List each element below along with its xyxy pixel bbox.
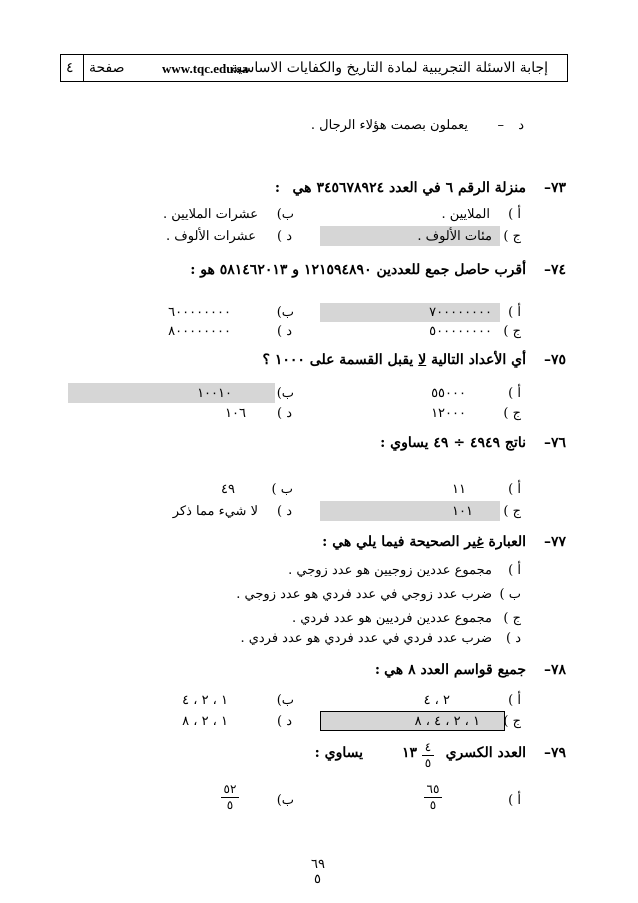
q73-b: عشرات الملايين .: [162, 207, 258, 222]
q75-text-before: أي الأعداد التالية: [431, 352, 526, 368]
q77-text-before: العبارة: [488, 534, 526, 550]
q78-d: ١ ، ٢ ، ٨: [182, 714, 228, 729]
q77-a-label: أ ): [508, 563, 521, 578]
q73-b-label: ب): [276, 207, 294, 222]
q79-a-den: ٥: [424, 797, 442, 812]
q75-c: ١٢٠٠٠: [431, 406, 466, 421]
q75-d: ١٠٦: [225, 406, 246, 421]
q75-c-label: ج ): [503, 406, 521, 421]
q74-c: ٥٠٠٠٠٠٠٠٠: [429, 324, 492, 339]
q75-b-label: ب): [276, 386, 294, 401]
q77-question: [322, 534, 526, 550]
q76-d: لا شيء مما ذكر: [172, 504, 258, 519]
q73-a-label: أ ): [508, 207, 521, 222]
q78-d-label: د ): [277, 714, 292, 729]
q73-d: عشرات الألوف .: [166, 229, 256, 244]
q79-frac-den: ٥: [422, 755, 434, 770]
q76-text: ناتج ٤٩٤٩ ÷ ٤٩ يساوي :: [380, 435, 526, 451]
q75-number: ٧٥–: [543, 352, 566, 368]
q75-underlined: لا: [418, 352, 427, 368]
q78-b-label: ب): [276, 693, 294, 708]
q76-a: ١١: [452, 482, 466, 497]
q77-c-label: ج ): [503, 611, 521, 626]
q79-fraction: [422, 740, 434, 770]
q76-number: ٧٦–: [543, 435, 566, 451]
q74-b: ٦٠٠٠٠٠٠٠٠: [168, 305, 231, 320]
q73-text: منزلة الرقم ٦ في العدد ٣٤٥٦٧٨٩٢٤ هي: [292, 180, 526, 196]
q73-colon: :: [274, 180, 280, 196]
q75-b: ١٠٠١٠: [197, 386, 232, 401]
q73-c: مئات الألوف .: [417, 229, 492, 244]
footer-sub: ٥: [314, 872, 321, 887]
q73-d-label: د ): [277, 229, 292, 244]
q77-number: ٧٧–: [543, 534, 566, 550]
q79-b-fraction: [221, 782, 239, 812]
q78-a-label: أ ): [508, 693, 521, 708]
q79-a-label: أ ): [508, 793, 521, 808]
q77-b-label: ب ): [499, 587, 521, 602]
q73-c-label: ج ): [503, 229, 521, 244]
q76-a-label: أ ): [508, 482, 521, 497]
q76-c-label: ج ): [503, 504, 521, 519]
q76-b: ٤٩: [221, 482, 235, 497]
q77-d-label: د ): [506, 631, 521, 646]
q75-d-label: د ): [277, 406, 292, 421]
q79-text-before: العدد الكسري: [445, 745, 526, 761]
top-line-dash: –: [497, 118, 504, 133]
q77-underlined: غير: [464, 534, 484, 550]
q78-a: ٢ ، ٤: [423, 693, 450, 708]
q77-text-after: الصحيحة فيما يلي هي :: [322, 534, 460, 550]
q77-c: مجموع عددين فرديين هو عدد فردي .: [291, 611, 492, 626]
q76-c-highlight: [320, 501, 500, 521]
q79-number: ٧٩–: [543, 745, 566, 761]
top-line-text: يعملون بصمت هؤلاء الرجال .: [310, 118, 468, 133]
q75-a-label: أ ): [508, 386, 521, 401]
q75-text-after: يقبل القسمة على ١٠٠٠ ؟: [262, 352, 414, 368]
q79-b-num: ٥٢: [223, 782, 237, 796]
q78-text: جميع قواسم العدد ٨ هي: [384, 662, 526, 678]
q76-b-label: ب ): [271, 482, 293, 497]
q79-text-after: يساوي :: [314, 745, 363, 761]
q74-c-label: ج ): [503, 324, 521, 339]
q78-b: ١ ، ٢ ، ٤: [182, 693, 228, 708]
q79-a-num: ٦٥: [426, 782, 440, 796]
q79-whole: ١٣: [402, 745, 418, 761]
header-title: إجابة الاسئلة التجريبية لمادة التاريخ والكفايات الاساسية: [230, 60, 548, 76]
q79-frac-num: ٤: [424, 740, 432, 754]
q74-d: ٨٠٠٠٠٠٠٠٠: [168, 324, 231, 339]
q74-a: ٧٠٠٠٠٠٠٠٠: [429, 305, 492, 320]
q76-d-label: د ): [277, 504, 292, 519]
q79-b-den: ٥: [221, 797, 239, 812]
header-url[interactable]: www.tqc.edu.sa: [162, 61, 249, 76]
top-line-letter: د: [518, 118, 524, 133]
footer-page-number: ٦٩: [311, 857, 325, 872]
q79-b-label: ب): [276, 793, 294, 808]
q78-c-label: ج ): [503, 714, 521, 729]
q75-question: [263, 352, 526, 368]
q77-a: مجموع عددين زوجيين هو عدد زوجي .: [288, 563, 492, 578]
q74-number: ٧٤–: [543, 262, 566, 278]
q74-a-label: أ ): [508, 305, 521, 320]
q78-colon: :: [374, 662, 380, 678]
q77-b: ضرب عدد زوجي في عدد فردي هو عدد زوجي .: [236, 587, 492, 602]
q78-number: ٧٨–: [543, 662, 566, 678]
q74-b-label: ب): [276, 305, 294, 320]
header-page-number: ٤: [66, 60, 74, 76]
q74-text: أقرب حاصل جمع للعددين ١٢١٥٩٤٨٩٠ و ٥٨١٤٦٢٠١٣ هو :: [190, 262, 526, 278]
header-page-label: صفحة: [89, 60, 125, 76]
q77-d: ضرب عدد فردي في عدد فردي هو عدد فردي .: [240, 631, 492, 646]
q79-a-fraction: [424, 782, 442, 812]
q74-d-label: د ): [277, 324, 292, 339]
q78-c: ١ ، ٢ ، ٤ ، ٨: [414, 714, 480, 729]
q75-b-highlight: [68, 383, 275, 403]
q75-a: ٥٥٠٠٠: [431, 386, 466, 401]
q73-a: الملايين .: [441, 207, 490, 222]
q73-number: ٧٣–: [543, 180, 566, 196]
q76-c: ١٠١: [452, 504, 473, 519]
